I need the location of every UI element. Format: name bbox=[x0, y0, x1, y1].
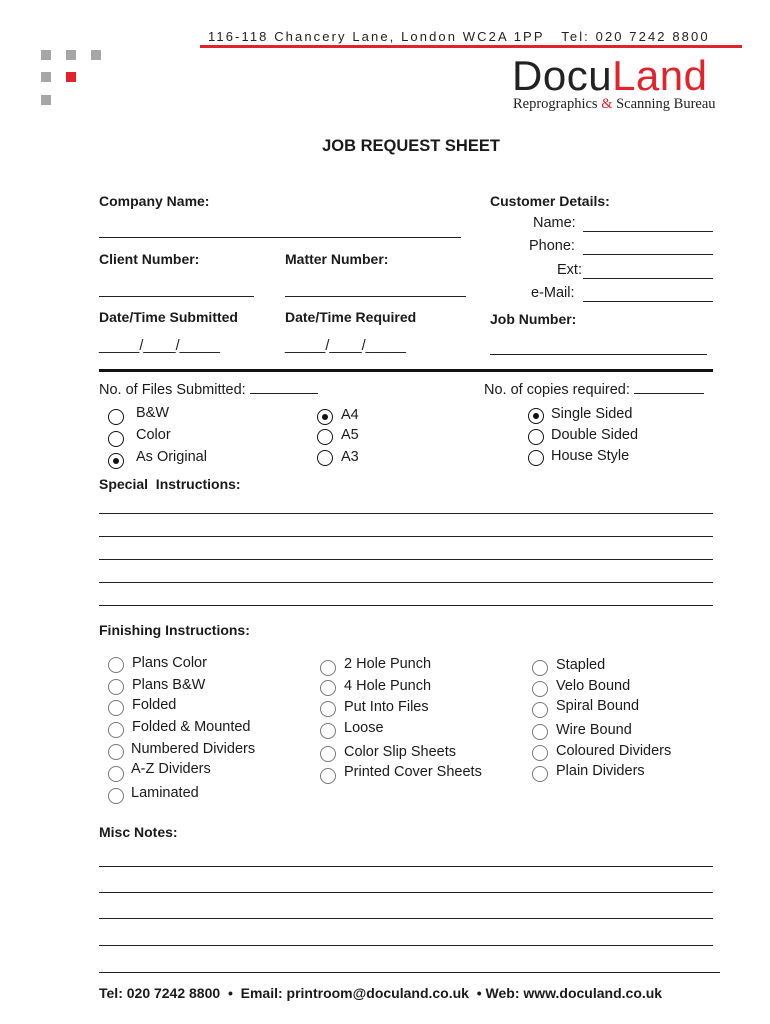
checkbox-wire-bound[interactable] bbox=[532, 724, 548, 740]
misc-notes-line[interactable] bbox=[99, 945, 713, 946]
option-label-a3: A3 bbox=[341, 449, 359, 465]
option-label-single-sided: Single Sided bbox=[551, 406, 633, 422]
ext-label: Ext: bbox=[557, 262, 582, 278]
finishing-option-label: Spiral Bound bbox=[556, 698, 640, 714]
radio-a3[interactable] bbox=[317, 450, 333, 466]
tagline-amp: & bbox=[601, 96, 613, 112]
finishing-option-label: Velo Bound bbox=[556, 678, 631, 694]
finishing-option-label: Laminated bbox=[131, 785, 199, 801]
checkbox-color-slip-sheets[interactable] bbox=[320, 746, 336, 762]
radio-a5[interactable] bbox=[317, 429, 333, 445]
section-divider bbox=[99, 369, 713, 372]
finishing-option-label: Put Into Files bbox=[344, 699, 429, 715]
name-field[interactable] bbox=[583, 231, 713, 232]
name-label: Name: bbox=[533, 215, 576, 231]
tagline-a: Reprographics bbox=[513, 96, 598, 112]
checkbox-put-into-files[interactable] bbox=[320, 701, 336, 717]
checkbox-numbered-dividers[interactable] bbox=[108, 744, 124, 760]
checkbox-printed-cover-sheets[interactable] bbox=[320, 768, 336, 784]
checkbox-az-dividers[interactable] bbox=[108, 766, 124, 782]
files-submitted bbox=[99, 382, 318, 398]
option-label-a4: A4 bbox=[341, 407, 359, 423]
checkbox-folded-mounted[interactable] bbox=[108, 722, 124, 738]
option-label-double-sided: Double Sided bbox=[551, 427, 639, 443]
finishing-option-label: 4 Hole Punch bbox=[344, 678, 432, 694]
checkbox-loose[interactable] bbox=[320, 723, 336, 739]
misc-notes-line[interactable] bbox=[99, 972, 720, 973]
finishing-option-label: Coloured Dividers bbox=[556, 743, 672, 759]
finishing-option-label: Folded bbox=[132, 697, 177, 713]
footer-contact: Tel: 020 7242 8800 • Email: printroom@doculand.co.uk • Web: www.doculand.co.uk bbox=[99, 985, 663, 1001]
client-number-label: Client Number: bbox=[99, 251, 200, 267]
radio-house-style[interactable] bbox=[528, 450, 544, 466]
date-submitted-field[interactable]: _____/____/_____ bbox=[99, 338, 220, 354]
finishing-option-label: Color Slip Sheets bbox=[344, 744, 457, 760]
customer-details-label: Customer Details: bbox=[490, 193, 610, 209]
radio-a4[interactable] bbox=[317, 409, 333, 425]
finishing-option-label: Wire Bound bbox=[556, 722, 632, 738]
copies-required bbox=[484, 382, 704, 398]
finishing-option-label: Printed Cover Sheets bbox=[344, 764, 482, 780]
date-submitted-label: Date/Time Submitted bbox=[99, 309, 238, 325]
option-label-house-style: House Style bbox=[551, 448, 630, 464]
page-title: JOB REQUEST SHEET bbox=[322, 137, 500, 155]
option-label-bw: B&W bbox=[136, 405, 170, 421]
copies-required-field[interactable] bbox=[634, 393, 704, 394]
job-number-field[interactable] bbox=[490, 354, 707, 355]
special-instructions-label: Special Instructions: bbox=[99, 476, 241, 492]
header-red-rule bbox=[200, 45, 742, 48]
client-number-field[interactable] bbox=[99, 296, 254, 297]
option-label-as-original: As Original bbox=[136, 449, 207, 465]
ext-field[interactable] bbox=[583, 278, 713, 279]
copies-required-label: No. of copies required: bbox=[484, 382, 630, 398]
phone-label: Phone: bbox=[529, 238, 575, 254]
company-name-field[interactable] bbox=[99, 237, 461, 238]
logo-docu: Docu bbox=[512, 52, 613, 99]
checkbox-velo-bound[interactable] bbox=[532, 681, 548, 697]
radio-bw[interactable] bbox=[108, 409, 124, 425]
checkbox-stapled[interactable] bbox=[532, 660, 548, 676]
finishing-option-label: Plans Color bbox=[132, 655, 207, 671]
files-submitted-field[interactable] bbox=[250, 393, 318, 394]
finishing-option-label: Numbered Dividers bbox=[131, 741, 256, 757]
company-name-label: Company Name: bbox=[99, 193, 210, 209]
email-field[interactable] bbox=[583, 301, 713, 302]
checkbox-coloured-dividers[interactable] bbox=[532, 745, 548, 761]
date-required-field[interactable]: _____/____/_____ bbox=[285, 338, 406, 354]
date-required-label: Date/Time Required bbox=[285, 309, 417, 325]
misc-notes-line[interactable] bbox=[99, 918, 713, 919]
tagline-b: Scanning Bureau bbox=[616, 96, 716, 112]
finishing-option-label: Plans B&W bbox=[132, 677, 206, 693]
radio-selected-dot bbox=[533, 413, 539, 419]
misc-notes-line[interactable] bbox=[99, 892, 713, 893]
special-instructions-line[interactable] bbox=[99, 536, 713, 537]
finishing-option-label: Loose bbox=[344, 720, 384, 736]
finishing-option-label: Stapled bbox=[556, 657, 606, 673]
special-instructions-line[interactable] bbox=[99, 605, 713, 606]
checkbox-laminated[interactable] bbox=[108, 788, 124, 804]
finishing-option-label: 2 Hole Punch bbox=[344, 656, 432, 672]
checkbox-plans-bw[interactable] bbox=[108, 679, 124, 695]
radio-selected-dot bbox=[113, 458, 119, 464]
special-instructions-line[interactable] bbox=[99, 559, 713, 560]
tagline bbox=[513, 96, 716, 113]
matter-number-field[interactable] bbox=[285, 296, 466, 297]
checkbox-folded[interactable] bbox=[108, 700, 124, 716]
finishing-option-label: A-Z Dividers bbox=[131, 761, 211, 777]
checkbox-plans-color[interactable] bbox=[108, 657, 124, 673]
finishing-instructions-label: Finishing Instructions: bbox=[99, 622, 250, 638]
radio-selected-dot bbox=[322, 414, 328, 420]
radio-double-sided[interactable] bbox=[528, 429, 544, 445]
header-address: 116-118 Chancery Lane, London WC2A 1PP Tel: 020 7242 8800 bbox=[208, 29, 710, 44]
option-label-a5: A5 bbox=[341, 427, 359, 443]
finishing-option-label: Plain Dividers bbox=[556, 763, 645, 779]
misc-notes-label: Misc Notes: bbox=[99, 824, 178, 840]
radio-single-sided[interactable] bbox=[528, 408, 544, 424]
matter-number-label: Matter Number: bbox=[285, 251, 389, 267]
checkbox-2-hole-punch[interactable] bbox=[320, 660, 336, 676]
checkbox-plain-dividers[interactable] bbox=[532, 766, 548, 782]
checkbox-spiral-bound[interactable] bbox=[532, 702, 548, 718]
special-instructions-line[interactable] bbox=[99, 582, 713, 583]
brand-logo bbox=[512, 54, 708, 98]
phone-field[interactable] bbox=[583, 254, 713, 255]
misc-notes-line[interactable] bbox=[99, 866, 713, 867]
files-submitted-label: No. of Files Submitted: bbox=[99, 382, 246, 398]
radio-as-original[interactable] bbox=[108, 453, 124, 469]
option-label-color: Color bbox=[136, 427, 171, 443]
logo-land: Land bbox=[612, 52, 708, 99]
finishing-option-label: Folded & Mounted bbox=[132, 719, 251, 735]
radio-color[interactable] bbox=[108, 431, 124, 447]
job-number-label: Job Number: bbox=[490, 311, 577, 327]
email-label: e-Mail: bbox=[531, 285, 575, 301]
checkbox-4-hole-punch[interactable] bbox=[320, 680, 336, 696]
special-instructions-line[interactable] bbox=[99, 513, 713, 514]
